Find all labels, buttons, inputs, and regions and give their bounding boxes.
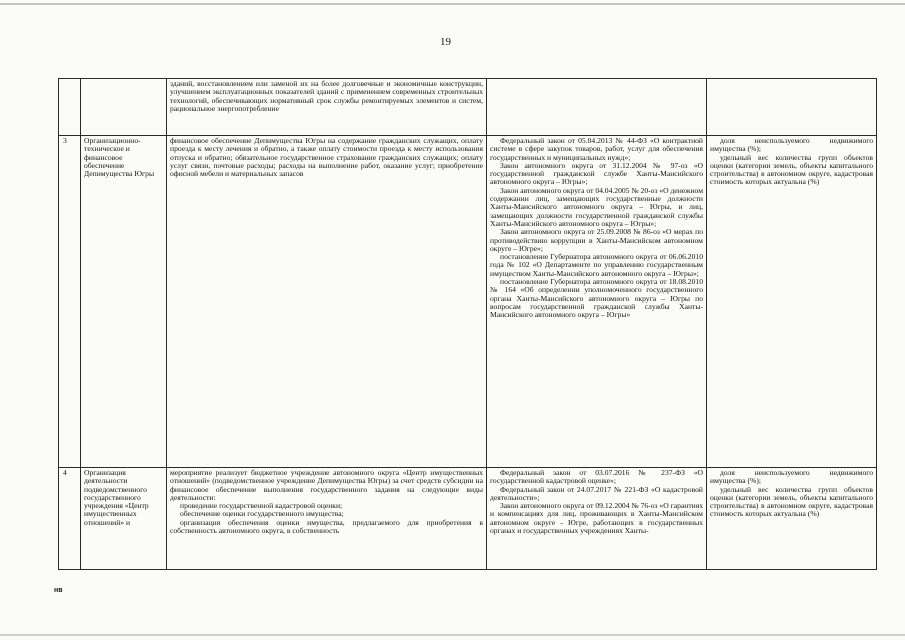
footer-mark: нв <box>54 587 63 594</box>
function-text: проведение государственной кадастровой оценки; <box>180 501 343 511</box>
cell-number: 3 <box>59 136 81 468</box>
cell-indicators <box>707 468 877 570</box>
indicator-entry: удельный вес количества групп объектов оценки (категории земель, объекты капитального строительства) в автономном округе, кадастровая стоимость которых актуальна (%) <box>710 152 873 187</box>
cell-laws <box>487 136 707 468</box>
cell-functions <box>167 136 487 468</box>
cell-name: Организация деятельности подведомственного государственного учреждения «Центр имущественных отношений» и <box>81 468 167 570</box>
cell-laws <box>487 468 707 570</box>
function-text: организация обеспечения оценки имущества, предлагаемого для приобретения в собственность автономного округа, в собственность <box>170 517 483 536</box>
cell-laws <box>487 79 707 136</box>
law-entry: постановление Губернатора автономного округа от 18.08.2010 № 164 «Об определении уполномоченного государственного органа Ханты-Мансийского автономного округа – Югры по вопросам государственной гражданской службы Ханты-Мансийского автономного округа – Югры» <box>490 277 703 320</box>
law-entry: постановление Губернатора автономного округа от 06.06.2010 года № 102 «О Департаменте по управлению государственным имуществом Ханты-Мансийского автономного округа – Югры»; <box>490 252 703 278</box>
page-number: 19 <box>440 36 451 48</box>
law-entry: Федеральный закон от 24.07.2017 № 221-ФЗ «О кадастровой деятельности»; <box>490 484 703 502</box>
law-entry: Закон автономного округа от 04.04.2005 № 20-оз «О денежном содержании лиц, замещающих государственные должности Ханты-Мансийского автономного округа – Югры, и лиц, замещающих должности государственной гражданской службы Ханты-Мансийского автономного округа – Югры»; <box>490 185 703 228</box>
scan-top-edge <box>0 3 905 5</box>
function-text: мероприятие реализует бюджетное учреждение автономного округа «Центр имущественных отношений» (подведомственное учреждение Депимущества Югры) за счет средств субсидии на финансовое обеспечение выполнения государственного задания на следующие виды деятельности: <box>170 468 483 502</box>
indicator-entry: доля неиспользуемого недвижимого имущества (%); <box>710 468 873 486</box>
cell-name: Организационно-техническое и финансовое обеспечение Депимущества Югры <box>81 136 167 468</box>
table-row <box>59 79 877 136</box>
law-entry: Закон автономного округа от 31.12.2004 № 97-оз «О государственной гражданской службе Ханты-Мансийского автономного округа – Югры»; <box>490 160 703 187</box>
law-entry: Федеральный закон от 05.04.2013 № 44-ФЗ «О контрактной системе в сфере закупок товаров, работ, услуг для обеспечения государственных и муниципальных нужд»; <box>490 136 703 162</box>
cell-functions <box>167 79 487 136</box>
law-entry: Федеральный закон от 03.07.2016 № 237-ФЗ «О государственной кадастровой оценке»; <box>490 468 703 486</box>
program-table <box>58 78 877 570</box>
cell-indicators <box>707 136 877 468</box>
law-entry: Закон автономного округа от 25.09.2008 № 86-оз «О мерах по противодействию коррупции в Ханты-Мансийском автономном округе – Югре»; <box>490 227 703 253</box>
indicator-entry: доля неиспользуемого недвижимого имущества (%); <box>710 136 873 154</box>
law-entry: Закон автономного округа от 09.12.2004 № 76-оз «О гарантиях и компенсациях для лиц, проживающих в Ханты-Мансийском автономном округе - Югре, работающих в государственных органах и государственных учреждениях Ханты- <box>490 501 703 536</box>
function-text: обеспечение оценки государственного имущества; <box>180 509 344 519</box>
scan-bottom-edge <box>0 634 905 636</box>
function-text: финансовое обеспечение Депимущества Югры на содержание гражданских служащих, оплату проезда к месту лечения и обратно, а также оплату стоимости проезда к месту использования отпуска и обратно; обязательное государственное страхование гражданских служащих; оплату услуг связи, почтовые расходы; расходы на выполнение работ, оказание услуг; приобретение офисной мебели и материальных запасов <box>170 136 483 179</box>
function-text: зданий, восстановлением или заменой их на более долговечные и экономичные конструкции, улучшением эксплуатационных показателей зданий с применением современных строительных технологий, обеспечивающих нормативный срок службы ремонтируемых элементов и систем, рациональное энергопотребление <box>170 79 483 113</box>
cell-name <box>81 79 167 136</box>
table-row <box>59 136 877 468</box>
cell-functions <box>167 468 487 570</box>
cell-number <box>59 79 81 136</box>
cell-indicators <box>707 79 877 136</box>
indicator-entry: удельный вес количества групп объектов оценки (категории земель, объекты капитального строительства) в автономном округе, кадастровая стоимость которых актуальна (%) <box>710 484 873 519</box>
table-row <box>59 468 877 570</box>
cell-number: 4 <box>59 468 81 570</box>
